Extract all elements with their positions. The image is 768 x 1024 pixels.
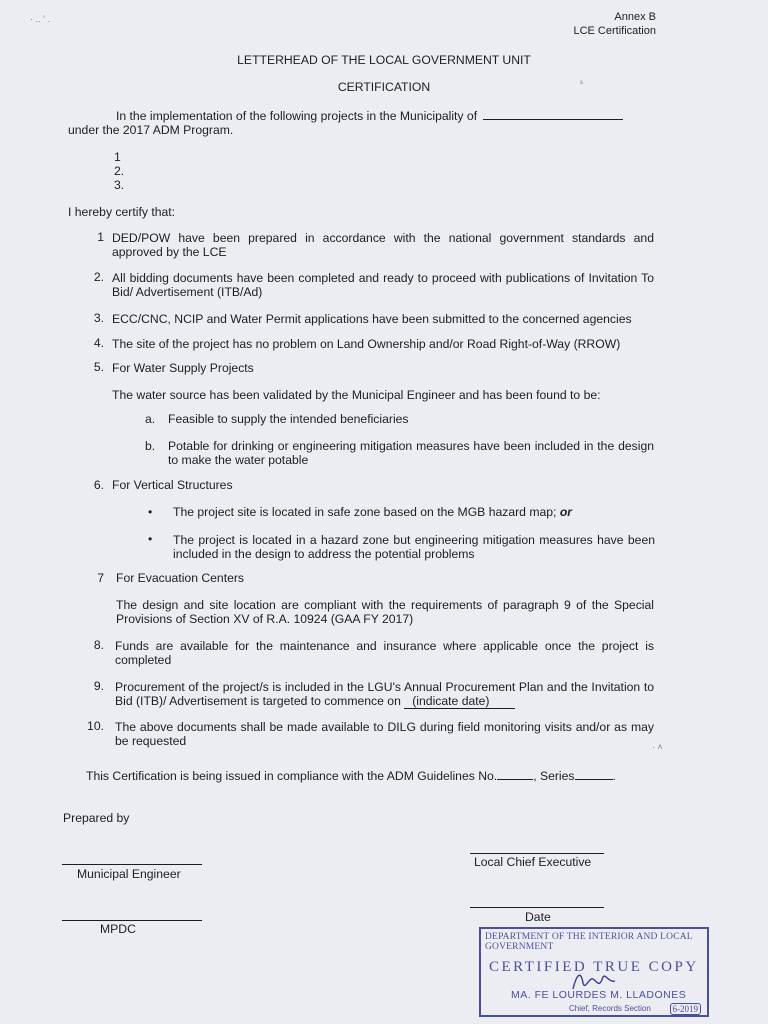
item-number: 1: [97, 230, 104, 244]
indicate-date: (indicate date): [404, 694, 515, 709]
item-text: For Evacuation Centers: [116, 571, 245, 585]
item-number: 3.: [93, 311, 104, 325]
intro-line2: under the 2017 ADM Program.: [68, 123, 234, 137]
item-number: 7: [97, 571, 104, 585]
engineer-label: Municipal Engineer: [77, 867, 181, 881]
water-a-label: a.: [145, 412, 156, 426]
scan-speck: ˢ: [580, 78, 584, 88]
bullet-dot: •: [148, 532, 153, 546]
item-text: Procurement of the project/s is included in the LGU's Annual Procurement Plan and the Invitation to Bid (ITB)/ Advertisement is targeted to commence on (indicate date): [115, 680, 654, 708]
annex-title: Annex B: [614, 11, 656, 23]
municipality-blank: [483, 109, 623, 120]
scan-speck: · .. ‛ .: [30, 14, 50, 24]
project-list: [114, 150, 124, 192]
stamp-position: Chief, Records Section: [569, 1004, 651, 1013]
intro-line1: In the implementation of the following projects in the Municipality of: [116, 109, 478, 123]
water-a-text: Feasible to supply the intended beneficiaries: [168, 412, 409, 426]
stamp-certified: CERTIFIED TRUE COPY: [489, 959, 699, 975]
item-text: All bidding documents have been completed and ready to proceed with publications of Invitation To Bid/ Advertisement (ITB/Ad): [112, 271, 654, 299]
item-number: 2.: [93, 270, 104, 284]
date-signature-line: [470, 907, 604, 908]
annex-label: [573, 10, 656, 38]
annex-subtitle: LCE Certification: [573, 25, 656, 37]
mpdc-signature-line: [62, 920, 202, 921]
stamp-name: MA. FE LOURDES M. LLADONES: [511, 989, 687, 1001]
item-number: 10.: [87, 719, 104, 733]
stamp-date: 6-2019: [670, 1003, 702, 1015]
project-2: 2.: [114, 164, 125, 178]
item-text: For Vertical Structures: [112, 478, 233, 492]
project-1: 1: [114, 150, 121, 164]
project-3: 3.: [114, 178, 125, 192]
water-b-text: Potable for drinking or engineering mitigation measures have been included in the design to make the water potable: [168, 439, 654, 467]
item-number: 4.: [93, 336, 104, 350]
item-number: 5.: [93, 360, 104, 374]
lce-signature-line: [470, 853, 604, 854]
item-number: 6.: [93, 478, 104, 492]
vertical-bullet-1: The project site is located in safe zone based on the MGB hazard map; or: [173, 505, 573, 519]
engineer-signature-line: [62, 864, 202, 865]
vertical-bullet-2: The project is located in a hazard zone but engineering mitigation measures have been included in the design to address the potential problems: [173, 533, 655, 561]
letterhead: LETTERHEAD OF THE LOCAL GOVERNMENT UNIT: [237, 53, 531, 67]
compliance-statement: This Certification is being issued in compliance with the ADM Guidelines No. , Series .: [86, 769, 616, 783]
item-number: 8.: [93, 638, 104, 652]
lce-label: Local Chief Executive: [474, 855, 592, 869]
item-text: ECC/CNC, NCIP and Water Permit applications have been submitted to the concerned agencies: [112, 312, 632, 326]
mpdc-label: MPDC: [100, 922, 136, 936]
water-b-label: b.: [145, 439, 156, 453]
intro-paragraph: [68, 109, 658, 137]
date-label: Date: [525, 910, 551, 924]
water-intro: The water source has been validated by the Municipal Engineer and has been found to be:: [112, 388, 601, 402]
certified-true-copy-stamp: [479, 927, 709, 1017]
item-text: The above documents shall be made available to DILG during field monitoring visits and/or as may be requested: [115, 720, 654, 748]
document-title: CERTIFICATION: [337, 80, 431, 94]
item-text: Funds are available for the maintenance and insurance where applicable once the project is completed: [115, 639, 654, 667]
evac-text: The design and site location are compliant with the requirements of paragraph 9 of the Special Provisions of Section XV of R.A. 10924 (GAA FY 2017): [116, 598, 654, 626]
item-text: The site of the project has no problem on Land Ownership and/or Road Right-of-Way (RROW): [112, 337, 621, 351]
bullet-dot: •: [148, 505, 153, 519]
stamp-department: DEPARTMENT OF THE INTERIOR AND LOCAL GOVERNMENT: [485, 932, 693, 952]
prepared-by: Prepared by: [63, 811, 130, 825]
certify-statement: I hereby certify that:: [68, 205, 176, 219]
item-text: For Water Supply Projects: [112, 361, 254, 375]
item-number: 9.: [93, 679, 104, 693]
item-text: DED/POW have been prepared in accordance with the national government standards and approved by the LCE: [112, 231, 654, 259]
scan-speck: · ˄: [652, 742, 663, 752]
